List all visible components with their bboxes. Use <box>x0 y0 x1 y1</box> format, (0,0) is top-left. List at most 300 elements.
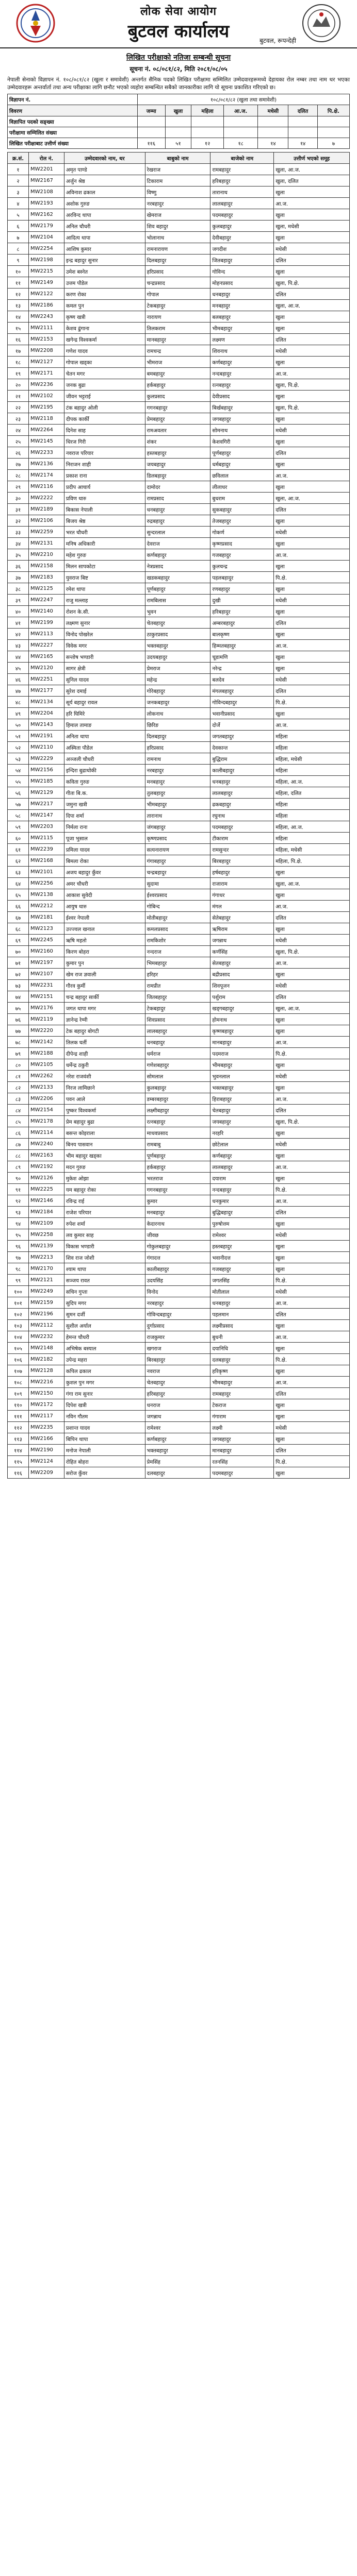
table-row <box>8 821 350 833</box>
serial-number: ९६ <box>8 1241 29 1252</box>
roll-number: MW2148 <box>28 1343 64 1354</box>
serial-number: ७६ <box>8 1014 29 1025</box>
candidate-name: कपिल ढकाल <box>64 1365 145 1377</box>
table-row <box>8 1331 350 1343</box>
roll-number: MW2139 <box>28 1241 64 1252</box>
roll-number: MW2259 <box>28 527 64 538</box>
roll-number: MW2264 <box>28 425 64 436</box>
table-row <box>8 1275 350 1286</box>
passed-group: खुला <box>274 187 350 198</box>
father-name: तारानाथ <box>145 810 210 821</box>
grandfather-name: धनकुमार <box>210 1195 274 1207</box>
table-row <box>8 787 350 799</box>
serial-number: ७९ <box>8 1048 29 1059</box>
candidate-name: अर्जुन श्रेष्ठ <box>64 175 145 187</box>
roll-number: MW2181 <box>28 912 64 923</box>
passed-group: महिला <box>274 765 350 776</box>
summary-title-row <box>8 94 350 105</box>
passed-group: पि.क्षे. <box>274 697 350 708</box>
candidate-name: प्रमिला यादव <box>64 844 145 855</box>
passed-group: महिला, मधेसी <box>274 753 350 765</box>
table-row <box>8 901 350 912</box>
grandfather-name: देवकान्त <box>210 742 274 753</box>
serial-number: २७ <box>8 459 29 470</box>
table-row <box>8 175 350 187</box>
passed-group: खुला, मधेसी <box>274 221 350 232</box>
roll-number: MW2185 <box>28 776 64 787</box>
serial-number: १ <box>8 164 29 175</box>
passed-group: मधेसी <box>274 527 350 538</box>
grandfather-name: हरिकृष्ण <box>210 1365 274 1377</box>
summary-row <box>8 127 350 138</box>
grandfather-name: रामेश्वर <box>210 1229 274 1241</box>
table-row <box>8 651 350 663</box>
passed-group: आ.ज. <box>274 549 350 561</box>
father-name: लक्ष्मीबहादुर <box>145 1105 210 1116</box>
table-row <box>8 1025 350 1037</box>
roll-number: MW2117 <box>28 1411 64 1422</box>
father-name: गोकुलबहादुर <box>145 1241 210 1252</box>
passed-group: खुला <box>274 1241 350 1252</box>
grandfather-name: लक्ष्मीप्रसाद <box>210 1320 274 1331</box>
grandfather-name: गोविन्दबहादुर <box>210 697 274 708</box>
table-row <box>8 640 350 651</box>
roll-number: MW2254 <box>28 243 64 255</box>
roll-number: MW2159 <box>28 1297 64 1309</box>
roll-number: MW2197 <box>28 957 64 969</box>
serial-number: ७४ <box>8 991 29 1003</box>
passed-group: महिला <box>274 833 350 844</box>
serial-number: ४४ <box>8 651 29 663</box>
passed-group: खुला, आ.ज. <box>274 1003 350 1014</box>
passed-group: मधेसी <box>274 1422 350 1433</box>
serial-number: ५९ <box>8 821 29 833</box>
serial-number: ७५ <box>8 1003 29 1014</box>
passed-group: खुला <box>274 1082 350 1093</box>
candidate-name: यम बहादुर रोका <box>64 1184 145 1195</box>
father-name: विनोद <box>145 1286 210 1297</box>
father-name: हर्कबहादुर <box>145 1161 210 1173</box>
serial-number: ४७ <box>8 685 29 697</box>
candidate-name: ईश्वर नेपाली <box>64 912 145 923</box>
father-name: कुलबहादुर <box>145 1082 210 1093</box>
table-row <box>8 209 350 221</box>
candidate-name: अञ्जली चौधरी <box>64 753 145 765</box>
serial-number: १०६ <box>8 1354 29 1365</box>
roll-number: MW2229 <box>28 753 64 765</box>
table-row <box>8 1161 350 1173</box>
table-row <box>8 277 350 289</box>
father-name: रामप्रीत <box>145 980 210 991</box>
candidate-name: अशोक गुरुङ <box>64 198 145 209</box>
serial-number: ३५ <box>8 549 29 561</box>
serial-number: ८३ <box>8 1093 29 1105</box>
candidate-name: अरविन्द थापा <box>64 209 145 221</box>
roll-number: MW2172 <box>28 1399 64 1411</box>
father-name: टिकाराम <box>145 175 210 187</box>
roll-number: MW2176 <box>28 1003 64 1014</box>
serial-number: ४६ <box>8 674 29 685</box>
serial-number: ८६ <box>8 1127 29 1139</box>
grandfather-name: नरेन्द्र <box>210 663 274 674</box>
table-row <box>8 1150 350 1161</box>
roll-number: MW2113 <box>28 629 64 640</box>
roll-number: MW2189 <box>28 504 64 515</box>
father-name: रत्नबहादुर <box>145 1116 210 1127</box>
table-row <box>8 1388 350 1399</box>
roll-number: MW2256 <box>28 878 64 889</box>
father-name: रामकिशोर <box>145 935 210 946</box>
passed-group: आ.ज. <box>274 957 350 969</box>
candidate-name: मदन गुरुङ <box>64 1161 145 1173</box>
serial-number: १०७ <box>8 1365 29 1377</box>
summary-column-header: विवरण <box>8 105 138 116</box>
father-name: देवराज <box>145 538 210 549</box>
passed-group: खुला, पि.क्षे. <box>274 402 350 413</box>
roll-number: MW2138 <box>28 889 64 901</box>
grandfather-name: पुरुषोत्तम <box>210 1218 274 1229</box>
father-name: बमबहादुर <box>145 368 210 379</box>
candidate-name: नविन गौतम <box>64 1411 145 1422</box>
candidate-name: टंक बहादुर ओली <box>64 402 145 413</box>
grandfather-name: टेकराज <box>210 1399 274 1411</box>
roll-number: MW2131 <box>28 538 64 549</box>
roll-number: MW2149 <box>28 277 64 289</box>
roll-number: MW2120 <box>28 663 64 674</box>
serial-number: ४२ <box>8 629 29 640</box>
serial-number: १०३ <box>8 1320 29 1331</box>
table-row <box>8 1105 350 1116</box>
serial-number: ९१ <box>8 1184 29 1195</box>
father-name: जनकबहादुर <box>145 697 210 708</box>
serial-number: ९३ <box>8 1207 29 1218</box>
grandfather-name: नरहरि <box>210 1127 274 1139</box>
candidate-name: विनोद पोखरेल <box>64 629 145 640</box>
grandfather-name: छोटेलाल <box>210 1139 274 1150</box>
roll-number: MW2220 <box>28 1025 64 1037</box>
passed-group: महिला <box>274 731 350 742</box>
summary-body <box>8 116 350 149</box>
grandfather-name: मोहनप्रसाद <box>210 277 274 289</box>
roll-number: MW2160 <box>28 946 64 957</box>
candidate-name: अमर चौधरी <box>64 878 145 889</box>
candidate-name: हिमाल तामाङ <box>64 719 145 731</box>
grandfather-name: खड्गबहादुर <box>210 1003 274 1014</box>
grandfather-name: भवानीप्रसाद <box>210 708 274 719</box>
father-name: दामोदर <box>145 481 210 493</box>
grandfather-name: रामबहादुर <box>210 1388 274 1399</box>
table-row <box>8 1229 350 1241</box>
serial-number: २५ <box>8 436 29 447</box>
grandfather-name: दुखी <box>210 595 274 606</box>
table-row <box>8 538 350 549</box>
table-row <box>8 674 350 685</box>
roll-number: MW2166 <box>28 1433 64 1445</box>
passed-group: खुला <box>274 1263 350 1275</box>
roll-number: MW2231 <box>28 980 64 991</box>
grandfather-name: शिवनाथ <box>210 345 274 357</box>
passed-group: खुला <box>274 391 350 402</box>
candidate-name: मुकेश ओझा <box>64 1173 145 1184</box>
summary-cell <box>288 116 318 127</box>
table-row <box>8 289 350 300</box>
passed-group: पि.क्षे. <box>274 572 350 583</box>
candidate-name: कुमार पुन <box>64 957 145 969</box>
father-name: कालीबहादुर <box>145 1263 210 1275</box>
serial-number: ११ <box>8 277 29 289</box>
table-row <box>8 742 350 753</box>
father-name: सुन्दरलाल <box>145 527 210 538</box>
candidate-name: सुमन दर्जी <box>64 1309 145 1320</box>
father-name: शिव बहादुर <box>145 221 210 232</box>
notice-title: लिखित परीक्षाको नतिजा सम्बन्धी सूचना <box>126 54 231 62</box>
father-name: धनबहादुर <box>145 1037 210 1048</box>
passed-group: खुला, आ.ज. <box>274 493 350 504</box>
father-name: डिलबहादुर <box>145 470 210 481</box>
table-row <box>8 776 350 787</box>
summary-table <box>7 94 350 149</box>
candidate-name: उमेश बस्नेत <box>64 266 145 277</box>
roll-number: MW2203 <box>28 821 64 833</box>
roll-number: MW2210 <box>28 549 64 561</box>
table-row <box>8 833 350 844</box>
passed-group: आ.ज. <box>274 470 350 481</box>
roll-number: MW2127 <box>28 357 64 368</box>
roll-number: MW2133 <box>28 1082 64 1093</box>
roll-number: MW2122 <box>28 289 64 300</box>
table-row <box>8 255 350 266</box>
father-name: भक्तबहादुर <box>145 1445 210 1456</box>
serial-number: १०४ <box>8 1331 29 1343</box>
table-row <box>8 1048 350 1059</box>
serial-number: ६ <box>8 221 29 232</box>
father-name: नवराज <box>145 1365 210 1377</box>
roll-number: MW2182 <box>28 1354 64 1365</box>
father-name: हर्कबहादुर <box>145 379 210 391</box>
roll-number: MW2225 <box>28 1184 64 1195</box>
candidate-name: प्रशान्त यादव <box>64 1422 145 1433</box>
passed-group: महिला, मधेसी <box>274 844 350 855</box>
father-name: खगराज <box>145 1343 210 1354</box>
table-row <box>8 357 350 368</box>
father-name: भक्तबहादुर <box>145 640 210 651</box>
serial-number: ५७ <box>8 799 29 810</box>
table-row <box>8 300 350 311</box>
roll-number: MW2227 <box>28 640 64 651</box>
passed-group: दलित <box>274 685 350 697</box>
father-name: टेकबहादुर <box>145 300 210 311</box>
passed-group: मधेसी <box>274 345 350 357</box>
father-name: जीवछ <box>145 1229 210 1241</box>
father-name: हस्तबहादुर <box>145 447 210 459</box>
serial-number: ८९ <box>8 1161 29 1173</box>
candidate-name: नरेश राजवंशी <box>64 1071 145 1082</box>
table-row <box>8 617 350 629</box>
roll-number: MW2142 <box>28 1037 64 1048</box>
roll-number: MW2121 <box>28 1275 64 1286</box>
candidate-name: सन्तोष भण्डारी <box>64 651 145 663</box>
roll-number: MW2196 <box>28 1309 64 1320</box>
table-row <box>8 663 350 674</box>
father-name: चेतबहादुर <box>145 617 210 629</box>
serial-number: ६१ <box>8 844 29 855</box>
table-row <box>8 969 350 980</box>
grandfather-name: शिवपूजन <box>210 980 274 991</box>
passed-group: खुला, पि.क्षे. <box>274 379 350 391</box>
father-name: दिलबहादुर <box>145 255 210 266</box>
passed-group: महिला <box>274 742 350 753</box>
summary-cell: ७ <box>317 138 349 149</box>
grandfather-name: जगतबहादुर <box>210 731 274 742</box>
father-name: पूर्णबहादुर <box>145 583 210 595</box>
roll-number: MW2245 <box>28 935 64 946</box>
table-row <box>8 198 350 209</box>
father-name: गगनबहादुर <box>145 402 210 413</box>
table-row <box>8 527 350 538</box>
roll-number: MW2123 <box>28 923 64 935</box>
summary-cell <box>165 116 191 127</box>
roll-number: MW2240 <box>28 1139 64 1150</box>
candidate-name: सरोज कुँवर <box>64 1467 145 1479</box>
passed-group: खुला <box>274 606 350 617</box>
candidate-name: सुनिल यादव <box>64 674 145 685</box>
passed-group: खुला <box>274 232 350 243</box>
candidate-name: जगत थापा मगर <box>64 1003 145 1014</box>
roll-number: MW2102 <box>28 391 64 402</box>
serial-number: ५२ <box>8 742 29 753</box>
father-name: गगनबहादुर <box>145 1184 210 1195</box>
candidate-name: रमेश थापा <box>64 583 145 595</box>
table-row <box>8 935 350 946</box>
roll-number: MW2239 <box>28 844 64 855</box>
father-name: कृष्णप्रसाद <box>145 833 210 844</box>
father-name: टेकबहादुर <box>145 1003 210 1014</box>
roll-number: MW2106 <box>28 515 64 527</box>
passed-group: खुला <box>274 1399 350 1411</box>
candidate-name: उत्तम पौडेल <box>64 277 145 289</box>
passed-group: दलित <box>274 334 350 345</box>
grandfather-name: ढकबहादुर <box>210 799 274 810</box>
passed-group: खुला <box>274 481 350 493</box>
serial-number: ६९ <box>8 935 29 946</box>
summary-cell: ५१ <box>165 138 191 149</box>
passed-group: खुला <box>274 1411 350 1422</box>
result-column-header: बाबुको नाम <box>145 152 210 164</box>
father-name: गंगादत्त <box>145 1252 210 1263</box>
result-column-header: रोल नं. <box>28 152 64 164</box>
summary-cell <box>317 116 349 127</box>
table-row <box>8 1445 350 1456</box>
father-name: हरिप्रसाद <box>145 742 210 753</box>
office-address: बुटवल, रूपन्देही <box>259 37 296 44</box>
serial-number: ४५ <box>8 663 29 674</box>
passed-group: खुला <box>274 923 350 935</box>
grandfather-name: धनबहादुर <box>210 1297 274 1309</box>
candidate-name: हेमन्त चौधरी <box>64 1331 145 1343</box>
passed-group: खुला, आ.ज. <box>274 164 350 175</box>
roll-number: MW2129 <box>28 787 64 799</box>
summary-cell <box>165 127 191 138</box>
father-name: ठाकुरप्रसाद <box>145 629 210 640</box>
serial-number: ३२ <box>8 515 29 527</box>
serial-number: ११४ <box>8 1445 29 1456</box>
candidate-name: कुशल पुन मगर <box>64 1377 145 1388</box>
grandfather-name: पहलमान <box>210 1309 274 1320</box>
candidate-name: सागर क्षेत्री <box>64 663 145 674</box>
table-row <box>8 1071 350 1082</box>
candidate-name: मनोज नेपाली <box>64 1445 145 1456</box>
table-row <box>8 912 350 923</box>
father-name: कर्णबहादुर <box>145 1433 210 1445</box>
passed-group: खुला <box>274 969 350 980</box>
grandfather-name: रतनसिंह <box>210 1456 274 1467</box>
candidate-name: टेक बहादुर बोगटी <box>64 1025 145 1037</box>
grandfather-name: भवानीदत्त <box>210 1252 274 1263</box>
serial-number: ६४ <box>8 878 29 889</box>
roll-number: MW2118 <box>28 413 64 425</box>
candidate-name: महेश गुरुङ <box>64 549 145 561</box>
roll-number: MW2109 <box>28 1218 64 1229</box>
roll-number: MW2151 <box>28 991 64 1003</box>
grandfather-name: तेजबहादुर <box>210 515 274 527</box>
candidate-name: आदित्य थापा <box>64 232 145 243</box>
candidate-name: सुशील अर्याल <box>64 1320 145 1331</box>
summary-cell <box>223 127 258 138</box>
roll-number: MW2190 <box>28 1445 64 1456</box>
grandfather-name: गोविन्द <box>210 266 274 277</box>
grandfather-name: बद्रीप्रसाद <box>210 969 274 980</box>
father-name: रामनाथ <box>145 753 210 765</box>
roll-number: MW2115 <box>28 833 64 844</box>
table-row <box>8 708 350 719</box>
passed-group: खुला <box>274 561 350 572</box>
roll-number: MW2191 <box>28 731 64 742</box>
grandfather-name: हस्तबहादुर <box>210 1241 274 1252</box>
candidate-name: नवराज परियार <box>64 447 145 459</box>
passed-group: महिला <box>274 810 350 821</box>
passed-group: पि.क्षे. <box>274 1456 350 1467</box>
table-row <box>8 1467 350 1479</box>
father-name: ईश्वरप्रसाद <box>145 889 210 901</box>
candidate-name: भरत चौधरी <box>64 527 145 538</box>
table-row <box>8 334 350 345</box>
grandfather-name: रणबहादुर <box>210 583 274 595</box>
father-name: मनबहादुर <box>145 776 210 787</box>
father-name: दिलबहादुर <box>145 731 210 742</box>
serial-number: ३६ <box>8 561 29 572</box>
passed-group: दलित <box>274 1388 350 1399</box>
serial-number: १०२ <box>8 1309 29 1320</box>
candidate-name: रोहित बोहरा <box>64 1456 145 1467</box>
grandfather-name: जगतसिंह <box>210 1275 274 1286</box>
result-body <box>8 164 350 1479</box>
father-name: भिमबहादुर <box>145 957 210 969</box>
candidate-name: प्रदीप आचार्य <box>64 481 145 493</box>
summary-cell: १८ <box>223 138 258 149</box>
roll-number: MW2116 <box>28 481 64 493</box>
grandfather-name: राजाराम <box>210 878 274 889</box>
table-row <box>8 493 350 504</box>
serial-number: ४१ <box>8 617 29 629</box>
roll-number: MW2174 <box>28 470 64 481</box>
passed-group: खुला, पि.क्षे. <box>274 946 350 957</box>
table-row <box>8 164 350 175</box>
grandfather-name: लीलाधर <box>210 481 274 493</box>
grandfather-name: धनबहादुर <box>210 776 274 787</box>
passed-group: खुला <box>274 1059 350 1071</box>
serial-number: ११३ <box>8 1433 29 1445</box>
table-row <box>8 481 350 493</box>
